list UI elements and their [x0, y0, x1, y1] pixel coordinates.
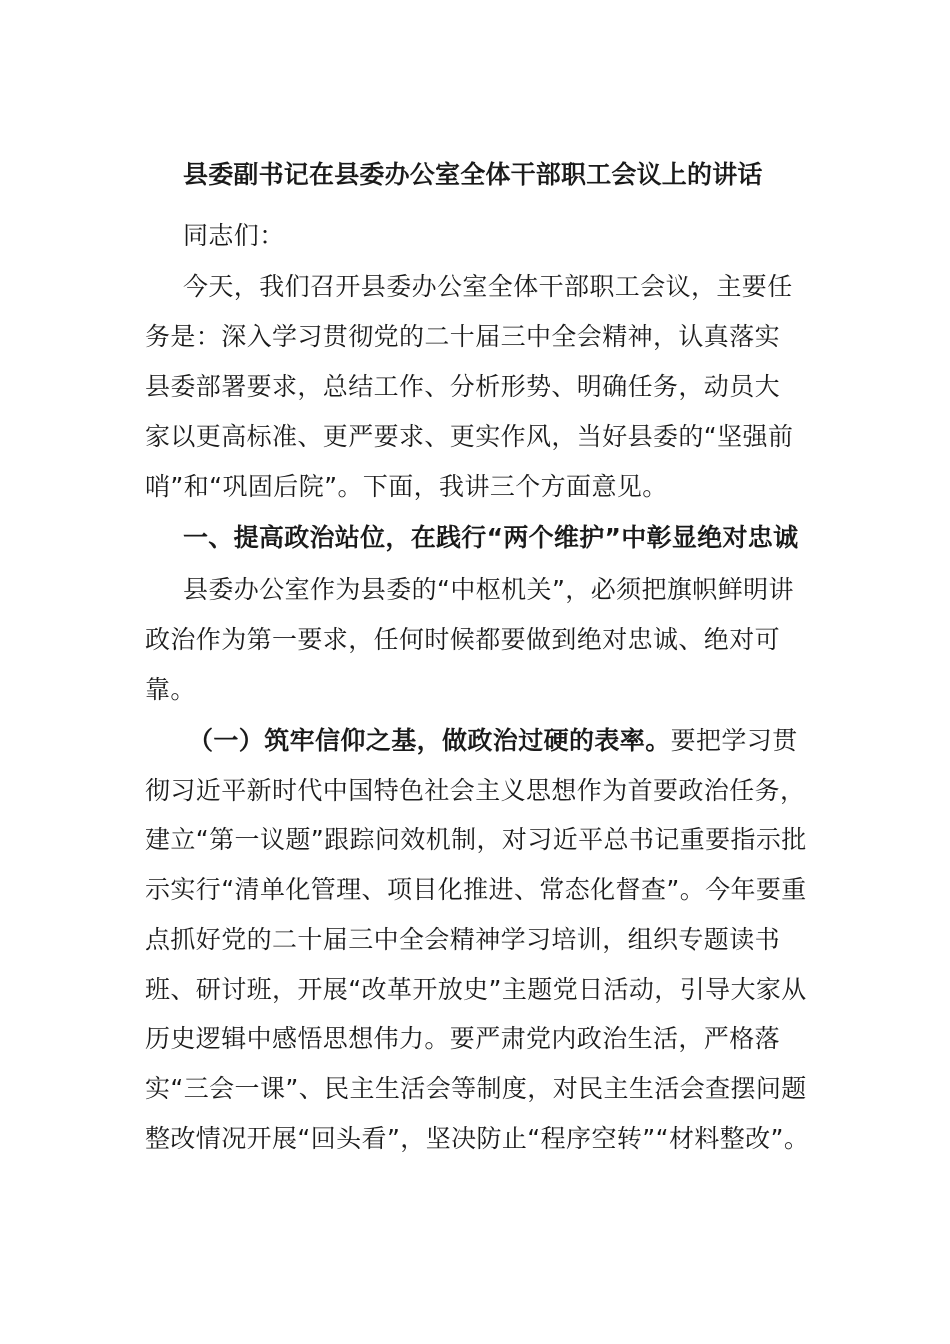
- section-body-line: 政治作为第一要求，任何时候都要做到绝对忠诚、绝对可: [145, 625, 781, 654]
- subsection-body-line: 班、研讨班，开展“改革开放史”主题党日活动，引导大家从: [145, 975, 807, 1004]
- intro-line: 哨”和“巩固后院”。下面，我讲三个方面意见。: [145, 472, 668, 501]
- subsection-body-line: 整改情况开展“回头看”，坚决防止“程序空转”“材料整改”。: [145, 1124, 810, 1153]
- intro-line: 县委部署要求，总结工作、分析形势、明确任务，动员大: [145, 372, 781, 401]
- subsection-body-line: 彻习近平新时代中国特色社会主义思想作为首要政治任务，: [145, 776, 806, 805]
- intro-line: 家以更高标准、更严要求、更实作风，当好县委的“坚强前: [145, 422, 794, 451]
- subsection-body-line: 实“三会一课”、民主生活会等制度，对民主生活会查摆问题: [145, 1074, 807, 1103]
- section-body-line: 县委办公室作为县委的“中枢机关”，必须把旗帜鲜明讲: [183, 575, 794, 604]
- section-body-line: 靠。: [145, 675, 196, 704]
- section-heading: 一、提高政治站位，在践行“两个维护”中彰显绝对忠诚: [183, 523, 799, 552]
- intro-line: 今天，我们召开县委办公室全体干部职工会议，主要任: [183, 272, 793, 301]
- subsection-body-line: 示实行“清单化管理、项目化推进、常态化督查”。今年要重: [145, 875, 807, 904]
- subsection-body-line: 历史逻辑中感悟思想伟力。要严肃党内政治生活，严格落: [145, 1024, 781, 1053]
- document-title: 县委副书记在县委办公室全体干部职工会议上的讲话: [183, 160, 763, 189]
- subsection-first-line: [188, 724, 810, 758]
- intro-line: 务是：深入学习贯彻党的二十届三中全会精神，认真落实: [145, 322, 781, 351]
- salutation: 同志们：: [183, 221, 285, 250]
- subsection-body-line: 建立“第一议题”跟踪问效机制，对习近平总书记重要指示批: [145, 825, 807, 854]
- subsection-body-line: 点抓好党的二十届三中全会精神学习培训，组织专题读书: [145, 925, 781, 954]
- subsection-heading: （一）筑牢信仰之基，做政治过硬的表率。: [188, 726, 671, 755]
- subsection-text: 要把学习贯: [670, 726, 798, 755]
